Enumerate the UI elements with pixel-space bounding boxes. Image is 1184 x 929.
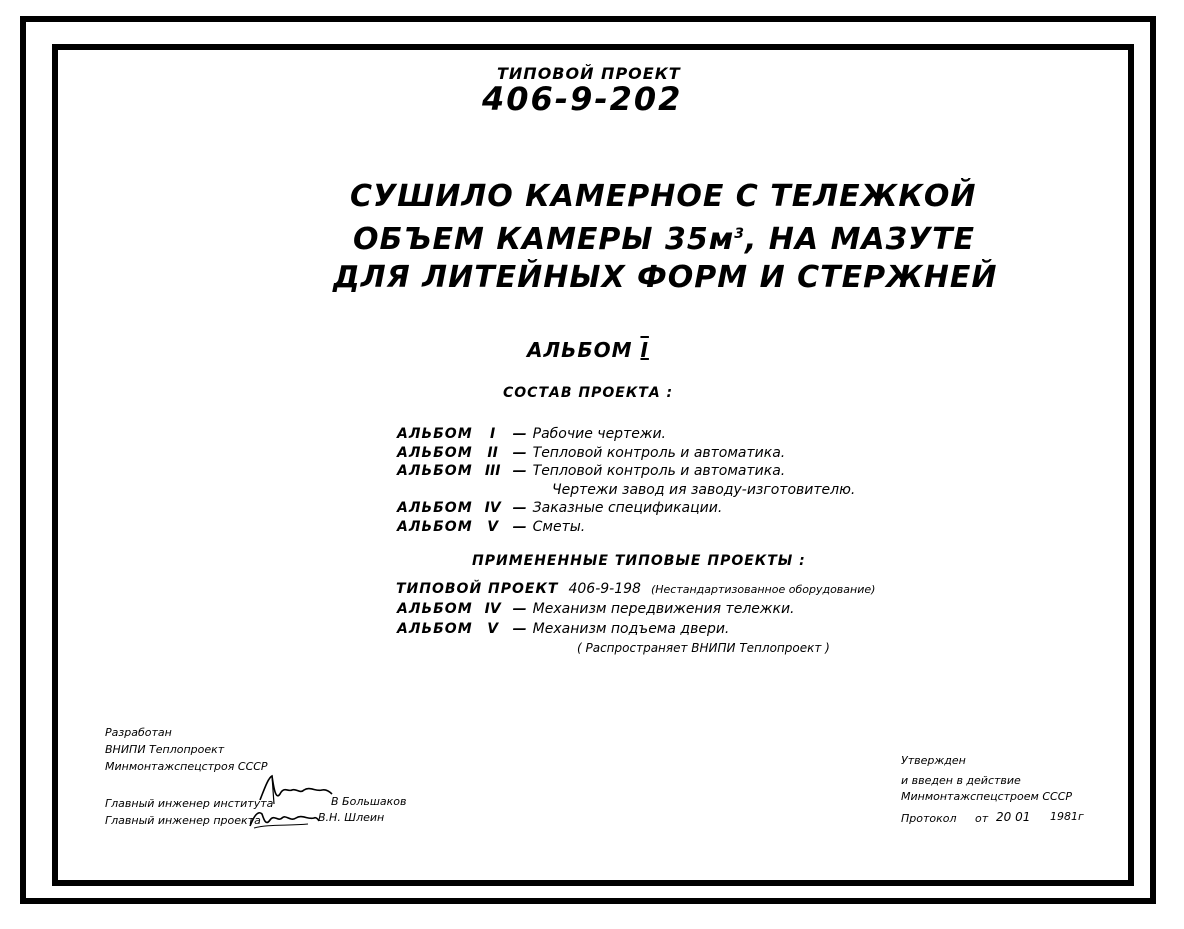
composition-row-dash: — [512, 500, 527, 516]
applied-row-text: Механизм подъема двери. [532, 621, 730, 637]
title-line-2-start: ОБЪЕМ КАМЕРЫ 35м [353, 222, 735, 257]
album-heading [527, 338, 649, 362]
composition-row-dash: — [512, 426, 527, 442]
chief-institute-name: В Большаков [331, 795, 407, 808]
composition-row-label: АЛЬБОМ [397, 463, 473, 479]
album-heading-label: АЛЬБОМ [527, 338, 633, 362]
title-line-2 [353, 222, 975, 257]
composition-row [397, 426, 666, 442]
composition-row [397, 519, 585, 535]
composition-row-number: IV [484, 500, 501, 516]
composition-row-text: Рабочие чертежи. [532, 426, 666, 442]
approval-line-1: Утвержден [901, 754, 966, 767]
protocol-label: Протокол [901, 812, 957, 825]
developer-line-1: Разработан [105, 726, 172, 739]
approval-line-2: и введен в действие [901, 774, 1021, 787]
composition-row-label: АЛЬБОМ [397, 426, 473, 442]
chief-project-name: В.Н. Шлеин [318, 811, 385, 824]
chief-institute-title: Главный инженер института [105, 797, 274, 810]
composition-row-label: АЛЬБОМ [397, 500, 473, 516]
applied-row-text: Механизм передвижения тележки. [532, 601, 795, 617]
developer-line-2: ВНИПИ Теплопроект [105, 743, 225, 756]
applied-project-ref [396, 581, 875, 597]
protocol-year: 1981г [1050, 810, 1084, 823]
applied-row [397, 601, 795, 617]
applied-row-label: АЛЬБОМ [397, 601, 473, 617]
distribution-note: ( Распространяет ВНИПИ Теплопроект ) [577, 641, 830, 655]
protocol-date: 20 01 [996, 810, 1031, 824]
applied-project-note: (Нестандартизованное оборудование) [650, 583, 876, 596]
approval-line-3: Минмонтажспецстроем СССР [901, 790, 1073, 803]
composition-heading: СОСТАВ ПРОЕКТА : [503, 385, 674, 401]
album-heading-number: I [640, 338, 649, 362]
composition-row-text: Чертежи завод ия заводу-изготовителю. [552, 481, 856, 498]
title-line-3: ДЛЯ ЛИТЕЙНЫХ ФОРМ И СТЕРЖНЕЙ [333, 260, 998, 295]
composition-row-number: V [487, 518, 499, 535]
title-line-2-superscript: 3 [734, 226, 745, 242]
protocol-from: от [975, 812, 989, 825]
title-line-1: СУШИЛО КАМЕРНОЕ С ТЕЛЕЖКОЙ [350, 179, 977, 214]
title-line-2-end: , НА МАЗУТЕ [744, 222, 976, 257]
applied-row [397, 621, 729, 637]
applied-projects-heading: ПРИМЕНЕННЫЕ ТИПОВЫЕ ПРОЕКТЫ : [472, 553, 806, 569]
composition-row-dash: — [512, 518, 527, 535]
composition-row-number: III [484, 463, 501, 479]
composition-row-text: Тепловой контроль и автоматика. [532, 463, 786, 479]
composition-row [397, 463, 785, 479]
project-number: 406-9-202 [482, 80, 683, 118]
applied-project-label: ТИПОВОЙ ПРОЕКТ [396, 581, 559, 597]
composition-row [397, 500, 722, 516]
composition-row-label: АЛЬБОМ [397, 444, 473, 461]
applied-row-number: IV [484, 601, 501, 617]
applied-row-dash: — [512, 601, 527, 617]
composition-row [512, 482, 855, 498]
applied-row-number: V [487, 621, 499, 637]
composition-row [397, 445, 785, 461]
composition-row-label: АЛЬБОМ [397, 518, 473, 535]
developer-line-3: Минмонтажспецстроя СССР [105, 760, 268, 773]
chief-project-title: Главный инженер проекта [105, 814, 261, 827]
signature-chief-project [248, 806, 320, 832]
composition-row-text: Тепловой контроль и автоматика. [532, 444, 786, 461]
applied-project-code: 406-9-198 [568, 581, 641, 597]
composition-row-number: I [490, 426, 496, 442]
composition-row-text: Заказные спецификации. [532, 500, 723, 516]
applied-row-dash: — [512, 621, 527, 637]
composition-row-dash: — [512, 463, 527, 479]
composition-row-text: Сметы. [532, 518, 586, 535]
composition-row-number: II [487, 444, 498, 461]
project-type-label: ТИПОВОЙ ПРОЕКТ [497, 64, 681, 83]
applied-row-label: АЛЬБОМ [397, 621, 473, 637]
composition-row-dash: — [512, 444, 527, 461]
signature-chief-institute [258, 770, 334, 806]
